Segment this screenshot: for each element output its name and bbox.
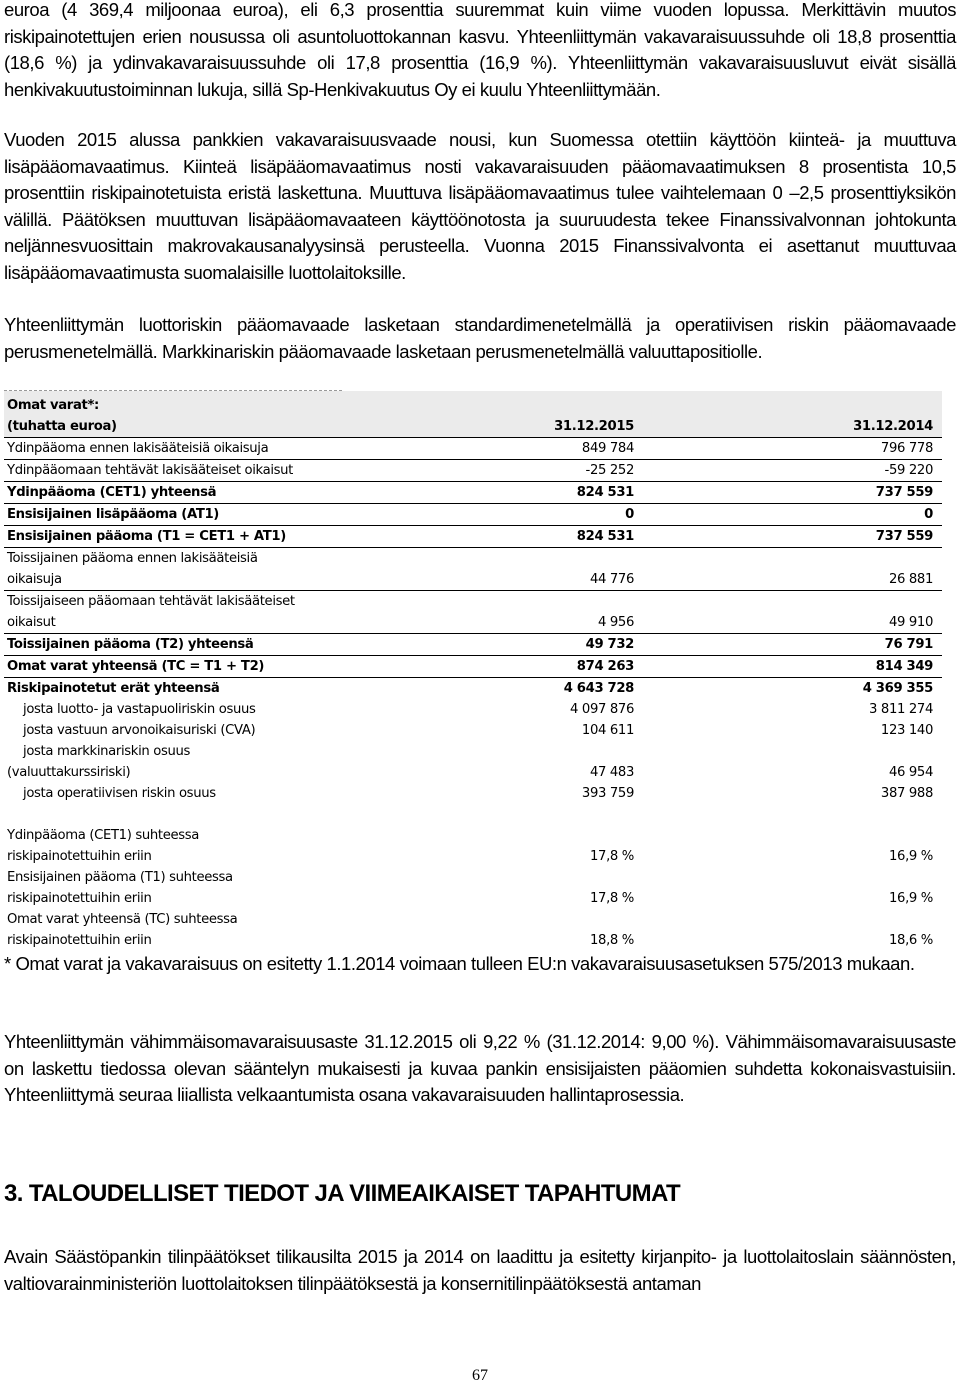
- table-row: Riskipainotetut erät yhteensä 4 643 728 4 369 355: [7, 681, 933, 696]
- own-funds-table: [4, 390, 942, 951]
- table-row: Ydinpääoma (CET1) suhteessa riskipainotettuihin eriin 17,8 % 16,9 %: [7, 828, 933, 864]
- paragraph-financial-statements: Avain Säästöpankin tilinpäätökset tilikausilta 2015 ja 2014 on laadittu ja esitetty kirjanpito- ja luottolaitoslain säännösten, valtiovarainministeriön luottolaitoksen tilinpäätöksestä ja konsernitilinpäätöksestä antaman: [4, 1246, 956, 1294]
- table-row: Ensisijainen lisäpääoma (AT1) 0 0: [4, 504, 942, 526]
- table-row: Ensisijainen pääoma (T1) suhteessa riskipainotettuihin eriin 17,8 % 16,9 %: [7, 870, 933, 906]
- footnote-own-funds: * Omat varat ja vakavaraisuus on esitetty 1.1.2014 voimaan tulleen EU:n vakavaraisuusasetuksen 575/2013 mukaan.: [4, 953, 915, 974]
- table-row: Ensisijainen pääoma (T1 = CET1 + AT1) 824 531 737 559: [4, 526, 942, 548]
- table-row: josta markkinariskin osuus (valuuttakurssiriski) 47 483 46 954: [7, 744, 933, 780]
- table-row: Omat varat yhteensä (TC) suhteessa riskipainotettuihin eriin 18,8 % 18,6 %: [7, 912, 933, 948]
- section-heading: 3. TALOUDELLISET TIEDOT JA VIIMEAIKAISET TAPAHTUMAT: [4, 1180, 681, 1207]
- table-row: Toissijainen pääoma (T2) yhteensä 49 732 76 791: [4, 634, 942, 656]
- table-row: Toissijainen pääoma ennen lakisääteisiä oikaisuja 44 776 26 881: [4, 548, 942, 591]
- header-col-2015: 31.12.2015: [554, 419, 634, 434]
- paragraph-capital-adequacy: euroa (4 369,4 miljoonaa euroa), eli 6,3 prosenttia suuremmat kuin viime vuoden lopussa. Merkittävin muutos riskipainotettujen erien nousussa oli asuntoluottokannan kasvu. Yhteenliittymän vakavaraisuussuhde oli 18,8 prosenttia (18,6 %) ja ydinvakavaraisuussuhde oli 17,8 prosenttia (16,9 %). Yhteenliittymän vakavaraisuusluvut eivät sisällä henkivakuutustoiminnan lukuja, sillä Sp-Henkivakuutus Oy ei kuulu Yhteenliittymään.: [4, 0, 956, 100]
- header-own-funds: Omat varat*:: [7, 398, 99, 413]
- table-header: [4, 391, 942, 438]
- paragraph-leverage-ratio: Yhteenliittymän vähimmäisomavaraisuusaste 31.12.2015 oli 9,22 % (31.12.2014: 9,00 %). Vähimmäisomavaraisuusaste on laskettu tiedossa olevan sääntelyn mukaisesti ja kuvaa pankin ensisijaisten pääomien suhdetta kokonaisvastuisiin. Yhteenliittymä seuraa liiallista velkaantumista osana vakavaraisuuden hallintaprosessia.: [4, 1031, 956, 1105]
- page-number: 67: [472, 1367, 488, 1384]
- header-unit: (tuhatta euroa): [7, 419, 117, 434]
- paragraph-capital-requirement-methods: Yhteenliittymän luottoriskin pääomavaade lasketaan standardimenetelmällä ja operatiivisen riskin pääomavaade perusmenetelmällä. Markkinariskin pääomavaade lasketaan perusmenetelmällä valuuttapositiolle.: [4, 314, 956, 362]
- table-row: josta vastuun arvonoikaisuriski (CVA) 104 611 123 140: [23, 723, 933, 738]
- table-row: josta operatiivisen riskin osuus 393 759 387 988: [23, 786, 933, 801]
- header-col-2014: 31.12.2014: [853, 419, 933, 434]
- table-row: Omat varat yhteensä (TC = T1 + T2) 874 263 814 349: [4, 656, 942, 678]
- table-row: josta luotto- ja vastapuoliriskin osuus 4 097 876 3 811 274: [23, 702, 933, 717]
- table-row: Toissijaiseen pääomaan tehtävät lakisääteiset oikaisut 4 956 49 910: [4, 591, 942, 634]
- table-row: Ydinpääomaan tehtävät lakisääteiset oikaisut -25 252 -59 220: [4, 460, 942, 482]
- paragraph-capital-buffers: Vuoden 2015 alussa pankkien vakavaraisuusvaade nousi, kun Suomessa otettiin käyttöön kiinteä- ja muuttuva lisäpääomavaatimus. Kiinteä lisäpääomavaatimus nosti vakavaraisuuden pääomavaatimuksen 8 prosentista 10,5 prosenttiin riskipainotetuista eristä laskettuna. Muuttuva lisäpääomavaatimus tulee vaihtelemaan 0 –2,5 prosenttiyksikön välillä. Päätöksen muuttuvan lisäpääomavaateen käyttöönotosta ja suuruudesta tekee Finanssivalvonnan johtokunta neljännesvuosittain makrovakausanalyysinsä perusteella. Vuonna 2015 Finanssivalvonta ei asettanut muuttuvaa lisäpääomavaatimusta suomalaisille luottolaitoksille.: [4, 129, 956, 283]
- table-row: Ydinpääoma (CET1) yhteensä 824 531 737 559: [4, 482, 942, 504]
- table-row: Ydinpääoma ennen lakisääteisiä oikaisuja 849 784 796 778: [4, 438, 942, 460]
